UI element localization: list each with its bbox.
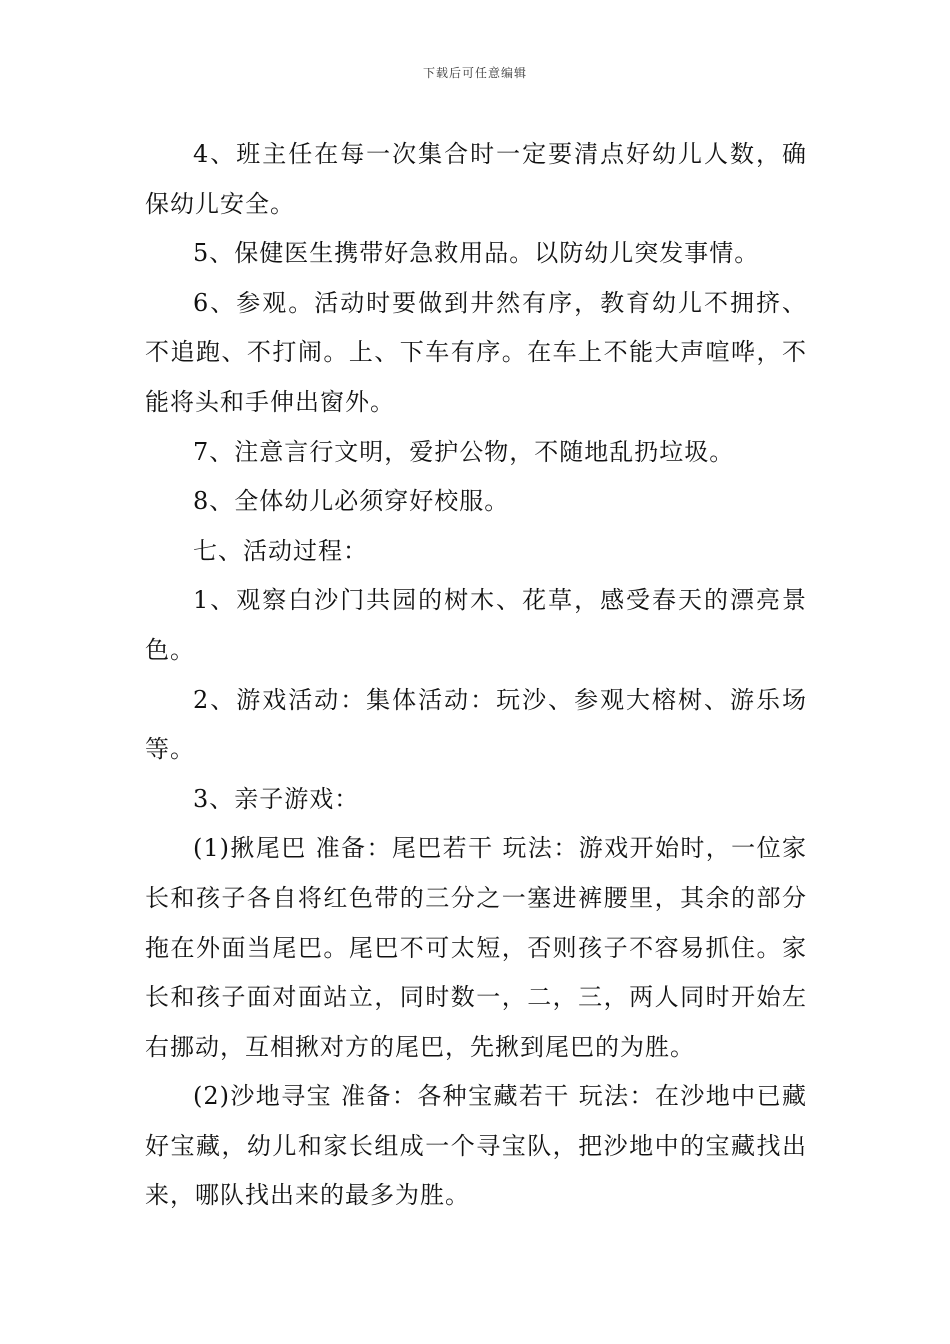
- paragraph-game-treasure-hunt: (2)沙地寻宝 准备：各种宝藏若干 玩法：在沙地中已藏好宝藏，幼儿和家长组成一个寻宝队，把沙地中的宝藏找出来，哪队找出来的最多为胜。: [145, 1082, 807, 1210]
- paragraph-item-7: 7、注意言行文明，爱护公物，不随地乱扔垃圾。: [193, 437, 735, 466]
- paragraph-item-4: 4、班主任在每一次集合时一定要清点好幼儿人数，确保幼儿安全。: [145, 140, 807, 218]
- paragraph-item-8: 8、全体幼儿必须穿好校服。: [193, 487, 510, 516]
- section-heading-activity-process: 七、活动过程：: [193, 536, 368, 565]
- paragraph-process-1: 1、观察白沙门共园的树木、花草，感受春天的漂亮景色。: [145, 586, 807, 664]
- page-header-note: 下载后可任意编辑: [422, 66, 527, 80]
- paragraph-process-3: 3、亲子游戏：: [193, 784, 360, 813]
- paragraph-item-5: 5、保健医生携带好急救用品。以防幼儿突发事情。: [193, 239, 760, 268]
- paragraph-process-2: 2、游戏活动：集体活动：玩沙、参观大榕树、游乐场等。: [145, 685, 807, 764]
- paragraph-game-tail-grab: (1)揪尾巴 准备：尾巴若干 玩法：游戏开始时，一位家长和孩子各自将红色带的三分之一塞进裤腰里，其余的部分拖在外面当尾巴。尾巴不可太短，否则孩子不容易抓住。家长和孩子面对面站立，同时数一，二，三，两人同时开始左右挪动，互相揪对方的尾巴，先揪到尾巴的为胜。: [145, 834, 807, 1061]
- paragraph-item-6: 6、参观。活动时要做到井然有序，教育幼儿不拥挤、不追跑、不打闹。上、下车有序。在车上不能大声喧哗，不能将头和手伸出窗外。: [145, 288, 807, 416]
- document-body: [145, 130, 807, 1221]
